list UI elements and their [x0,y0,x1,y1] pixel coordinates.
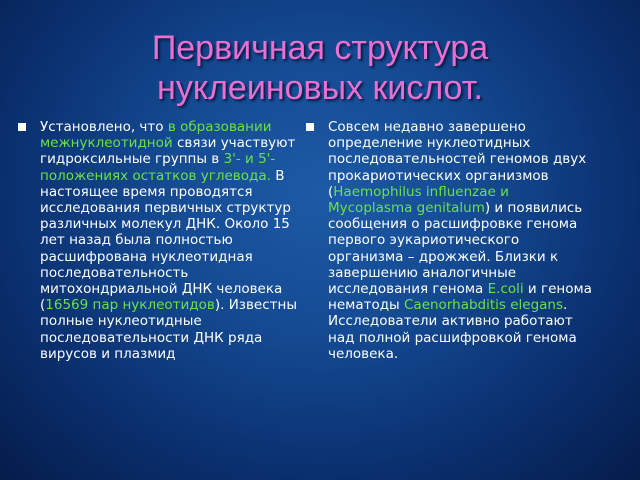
square-bullet-icon [18,123,26,131]
slide-title [0,28,640,108]
right-paragraph [328,119,596,362]
title-line-2: нуклеиновых кислот. [157,69,483,107]
left-text-2: связи участвуют гидроксильные группы в [40,135,296,168]
left-paragraph [40,119,306,362]
left-text-1: Установлено, что [40,119,168,135]
left-text-3: В настоящее время проводятся исследования первичных структур различных молекул ДНК. Около 15 лет назад была полностью расшифрована нуклеотидная последовательность митохондриальной ДНК человека ( [40,167,291,314]
right-highlight-3: Caenorhabditis elegans [404,297,564,314]
right-text-1: Совсем недавно завершено определение нуклеотидных последовательностей геномов двух прокариотических организмов ( [328,119,587,200]
right-highlight-2: E.coli [487,281,524,298]
right-text-2: ) и появились сообщения о расшифровке генома первого эукариотического организма – дрожжей. Близки к завершению аналогичные исследования генома [328,200,583,298]
square-bullet-icon [306,123,314,131]
title-line-1: Первичная структура [151,29,489,67]
right-text-4: . Исследователи активно работают над полной расшифровкой генома человека. [328,297,577,362]
left-highlight-2: 3'- и 5'-положениях остатков углевода. [40,151,276,184]
left-column [40,119,306,362]
right-column [328,119,596,362]
left-text-4: ). Известны полные нуклеотидные последовательности ДНК ряда вирусов и плазмид [40,297,298,362]
left-highlight-3: 16569 пар нуклеотидов [45,297,215,314]
left-highlight-1: в образовании межнуклеотидной [40,119,272,152]
right-highlight-1: Haemophilus influenzae и Mycoplasma genitalum [328,183,509,217]
right-text-3: и генома нематоды [328,281,592,314]
